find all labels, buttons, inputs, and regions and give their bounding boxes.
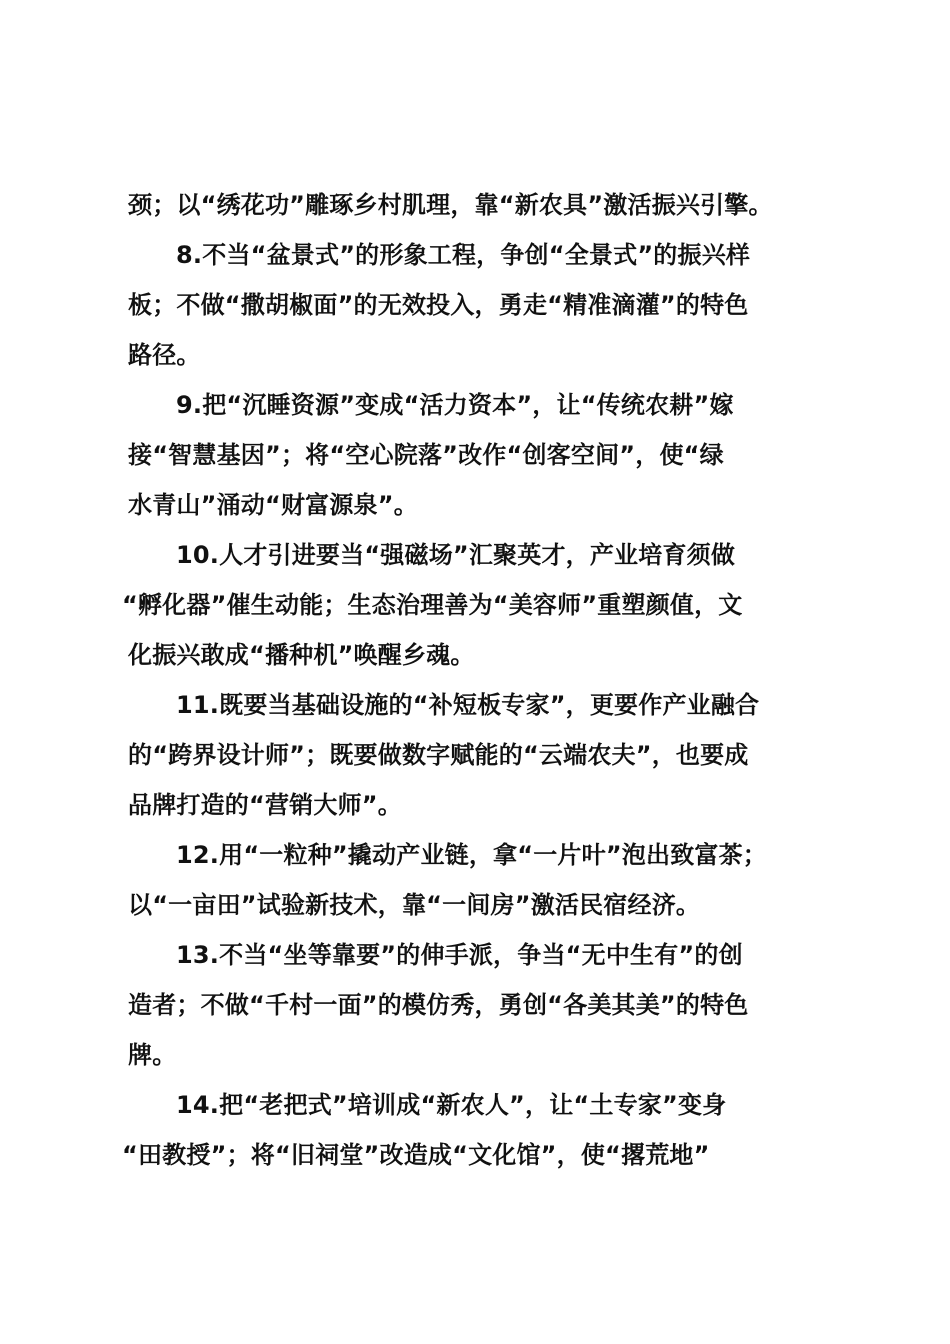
text-line: 接“智慧基因”；将“空心院落”改作“创客空间”，使“绿 [128,441,724,469]
text-line: 8.不当“盆景式”的形象工程，争创“全景式”的振兴样 [176,241,751,269]
text-line: 牌。 [128,1041,177,1069]
text-line: 10.人才引进要当“强磁场”汇聚英才，产业培育须做 [176,541,736,569]
text-line: 化振兴敢成“播种机”唤醒乡魂。 [128,641,475,669]
text-line: 13.不当“坐等靠要”的伸手派，争当“无中生有”的创 [176,941,743,969]
text-line: 14.把“老把式”培训成“新农人”，让“土专家”变身 [176,1091,727,1119]
text-line: 12.用“一粒种”撬动产业链，拿“一片叶”泡出致富茶； [176,841,768,869]
text-line: 11.既要当基础设施的“补短板专家”，更要作产业融合 [176,691,760,719]
text-line: 路径。 [128,341,201,369]
text-line: 以“一亩田”试验新技术，靠“一间房”激活民宿经济。 [128,891,701,919]
text-line: “孵化器”催生动能；生态治理善为“美容师”重塑颜值，文 [122,591,743,619]
text-line: 9.把“沉睡资源”变成“活力资本”，让“传统农耕”嫁 [176,391,734,419]
text-line: “田教授”；将“旧祠堂”改造成“文化馆”，使“撂荒地” [122,1141,710,1169]
text-line: 品牌打造的“营销大师”。 [128,791,402,819]
text-line: 颈；以“绣花功”雕琢乡村肌理，靠“新农具”激活振兴引擎。 [128,191,773,219]
text-line: 水青山”涌动“财富源泉”。 [128,491,418,519]
text-line: 板；不做“撒胡椒面”的无效投入，勇走“精准滴灌”的特色 [128,291,749,319]
text-line: 造者；不做“千村一面”的模仿秀，勇创“各美其美”的特色 [128,991,749,1019]
text-line: 的“跨界设计师”；既要做数字赋能的“云端农夫”，也要成 [128,741,749,769]
